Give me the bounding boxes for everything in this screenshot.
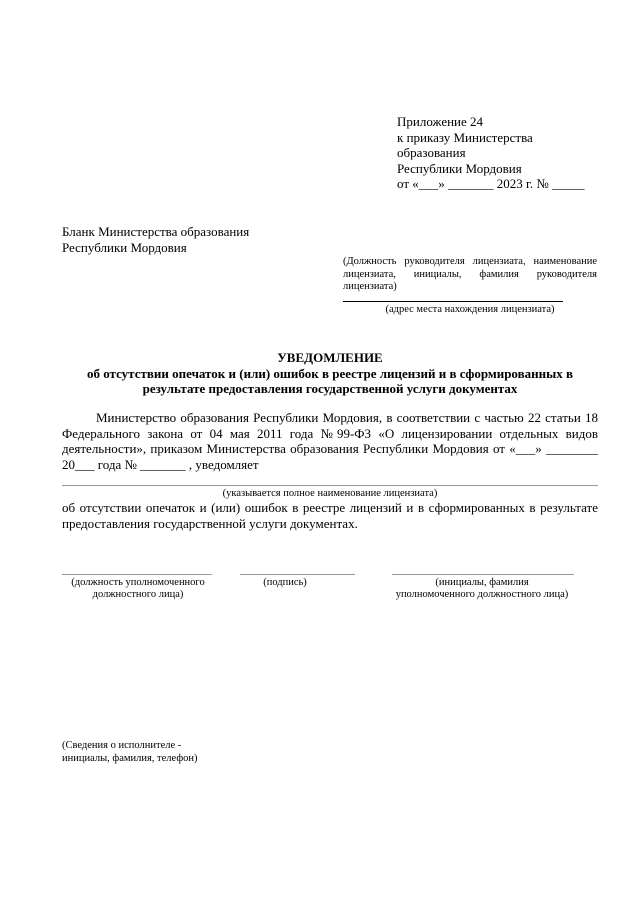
signature-name-caption-line1: (инициалы, фамилия [435, 577, 529, 588]
signature-name-line [392, 574, 574, 575]
executor-info [62, 740, 198, 765]
ministry-blank [62, 224, 249, 255]
signature-name-caption-line2: уполномоченного должностного лица) [395, 589, 569, 600]
signature-position-caption-line2: должностного лица) [92, 589, 184, 600]
notice-conclusion-paragraph: об отсутствии опечаток и (или) ошибок в реестре лицензий и в сформированных в результате предоставления государственной услуги документах. [62, 500, 598, 531]
executor-info-line2: инициалы, фамилия, телефон) [62, 752, 198, 764]
licensee-caption: (указывается полное наименование лицензиата) [222, 488, 438, 499]
appendix-ministry: образования [397, 145, 466, 160]
address-caption-text: (адрес места нахождения лицензиата) [385, 304, 555, 315]
recipient-position-note: (Должность руководителя лицензиата, наименование лицензиата, инициалы, фамилия руководителя лицензиата) [343, 256, 597, 292]
signature-name-caption [380, 577, 584, 601]
appendix-date-number: от «___» _______ 2023 г. № _____ [397, 176, 585, 191]
executor-info-line1: (Сведения о исполнителе - [62, 740, 182, 751]
ministry-blank-line1: Бланк Министерства образования [62, 224, 250, 239]
notice-title [62, 350, 598, 397]
notice-subtitle-line1: об отсутствии опечаток и (или) ошибок в реестре лицензий и в сформированных в [86, 365, 574, 381]
address-line [343, 301, 563, 302]
appendix-order-ref: к приказу Министерства [397, 129, 533, 145]
appendix-republic: Республики Мордовия [397, 160, 522, 176]
signature-sign-line [240, 574, 355, 575]
notice-intro-paragraph: Министерство образования Республики Мордовия, в соответствии с частью 22 статьи 18 Федерального закона от 04 мая 2011 года №99-ФЗ «О лицензировании отдельных видов деятельности», приказом Министерства образования Республики Мордовия от «___» ________ 20___ года № _______ , уведомляет [62, 410, 598, 472]
signature-sign-caption: (подпись) [263, 577, 307, 588]
address-caption [343, 304, 597, 316]
appendix-number: Приложение 24 [397, 114, 484, 129]
signature-position-caption-line1: (должность уполномоченного [71, 577, 205, 588]
appendix-header [397, 114, 585, 192]
licensee-name-line [62, 485, 598, 486]
ministry-blank-line2: Республики Мордовия [62, 239, 187, 255]
notice-heading: УВЕДОМЛЕНИЕ [277, 350, 383, 365]
notice-subtitle-line2: результате предоставления государственной услуги документах [142, 381, 518, 396]
signature-position-line [62, 574, 212, 575]
signature-position-caption [58, 577, 218, 601]
